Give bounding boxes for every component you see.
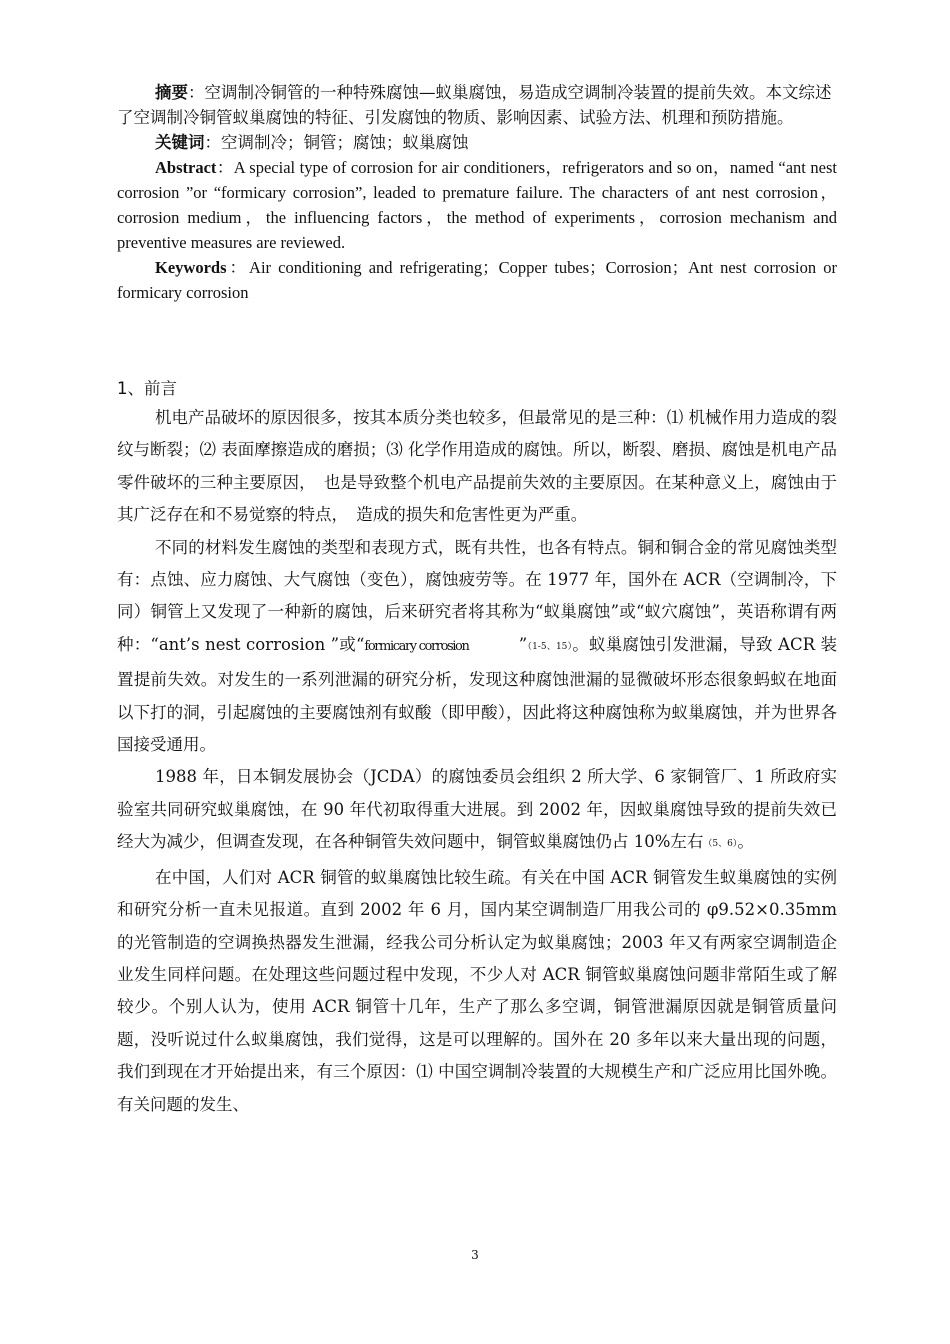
formicary-term: formicary corrosion (364, 638, 469, 654)
paragraph-2-part-a: 不同的材料发生腐蚀的类型和表现方式，既有共性，也各有特点。铜和铜合金的常见腐蚀类型有：点蚀、应力腐蚀、大气腐蚀（变色），腐蚀疲劳等。在 1977 年，国外在 ACR（空调制冷，下同）铜管上又发现了一种新的腐蚀，后来研究者将其称为“蚁巢腐蚀”或“蚁穴腐蚀”，英语称谓有两种：“ant’s nest corrosion ”或“ (117, 537, 837, 654)
paragraph-3-part-b: 。 (737, 832, 754, 852)
keywords-en-text: ：Air conditioning and refrigerating；Copper tubes；Corrosion；Ant nest corrosion or formicary corrosion (117, 258, 837, 302)
keywords-cn-text: ：空调制冷；铜管；腐蚀；蚁巢腐蚀 (204, 133, 469, 152)
abstract-en-label: Abstract (155, 158, 217, 177)
abstract-cn-text: ：空调制冷铜管的一种特殊腐蚀—蚁巢腐蚀，易造成空调制冷装置的提前失效。本文综述了空调制冷铜管蚁巢腐蚀的特征、引发腐蚀的物质、影响因素、试验方法、机理和预防措施。 (117, 83, 832, 127)
paragraph-1: 机电产品破坏的原因很多，按其本质分类也较多，但最常见的是三种：⑴ 机械作用力造成的裂纹与断裂；⑵ 表面摩擦造成的磨损；⑶ 化学作用造成的腐蚀。所以，断裂、磨损、腐蚀是机电产品零件破坏的三种主要原因， 也是导致整个机电产品提前失效的主要原因。在某种意义上，腐蚀由于其广泛存在和不易觉察的特点， 造成的损失和危害性更为严重。 (117, 408, 837, 525)
paragraph-2-part-b: ” (468, 634, 528, 654)
keywords-cn-label: 关键词 (155, 133, 205, 152)
keywords-en (117, 255, 837, 305)
abstract-en-text: ：A special type of corrosion for air conditioners，refrigerators and so on，named “ant nest corrosion ”or “formicary corrosion”, leaded to premature failure. The characters of ant nest corrosion，corrosion medium，the influencing factors，the method of experiments，corrosion mechanism and preventive measures are reviewed. (117, 158, 837, 252)
body-text (117, 402, 837, 1121)
citation-ref: （5、6） (703, 839, 738, 850)
paragraph-2-part-c: 。蚁巢腐蚀引发泄漏，导致 ACR 装置提前失效。对发生的一系列泄漏的研究分析，发现这种腐蚀泄漏的显微破坏形态很象蚂蚁在地面以下打的洞，引起腐蚀的主要腐蚀剂有蚁酸（即甲酸），因此将这种腐蚀称为蚁巢腐蚀，并为世界各国接受通用。 (117, 634, 837, 755)
page-number: 3 (471, 1248, 479, 1262)
section-heading: 1、前言 (117, 379, 177, 398)
keywords-en-label: Keywords (155, 258, 227, 277)
paragraph-3 (117, 761, 837, 861)
abstract-en (117, 155, 837, 255)
citation-ref: （1-5、15） (527, 641, 573, 652)
keywords-cn (117, 130, 837, 155)
abstract-section (117, 80, 837, 305)
paragraph-2 (117, 532, 837, 762)
abstract-cn-label: 摘要 (155, 83, 188, 102)
abstract-cn (117, 80, 837, 130)
paragraph-4: 在中国，人们对 ACR 铜管的蚁巢腐蚀比较生疏。有关在中国 ACR 铜管发生蚁巢腐蚀的实例和研究分析一直未见报道。直到 2002 年 6 月，国内某空调制造厂用我公司的 φ9.52×0.35mm 的光管制造的空调换热器发生泄漏，经我公司分析认定为蚁巢腐蚀；2003 年又有两家空调制造企业发生同样问题。在处理这些问题过程中发现，不少人对 ACR 铜管蚁巢腐蚀问题非常陌生或了解较少。个别人认为，使用 ACR 铜管十几年，生产了那么多空调，铜管泄漏原因就是铜管质量问题，没听说过什么蚁巢腐蚀，我们觉得，这是可以理解的。国外在 20 多年以来大量出现的问题，我们到现在才开始提出来，有三个原因：⑴ 中国空调制冷装置的大规模生产和广泛应用比国外晚。 有关问题的发生、 (117, 867, 837, 1114)
paragraph-3-part-a: 1988 年，日本铜发展协会（JCDA）的腐蚀委员会组织 2 所大学、6 家铜管厂、1 所政府实验室共同研究蚁巢腐蚀，在 90 年代初取得重大进展。到 2002 年，因蚁巢腐蚀导致的提前失效已经大为减少，但调查发现，在各种铜管失效问题中，铜管蚁巢腐蚀仍占 10%左右 (117, 767, 837, 852)
